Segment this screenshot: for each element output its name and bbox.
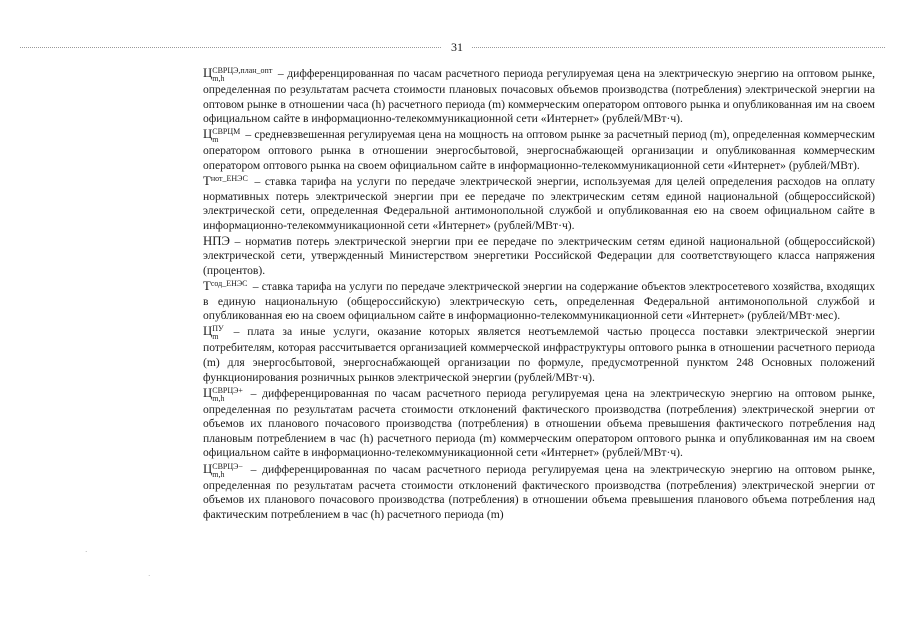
- definition-text: – ставка тарифа на услуги по передаче электрической энергии, используемая для целей определения расходов на оплату нормативных потерь электрической энергии при ее передаче по электрическим сетям единой национальной (общероссийской) электрической сети, определенная Федеральной антимонопольной службой и опубликованная ею на своем официальном сайте в информационно-телекоммуникационной сети «Интернет» (рублей/МВт·ч).: [203, 174, 875, 232]
- margin-mark: ·: [85, 548, 88, 556]
- symbol-superscript: СВРЦЭ−: [212, 461, 243, 471]
- definition-entry: [203, 234, 875, 279]
- definition-text: – дифференцированная по часам расчетного периода регулируемая цена на электрическую энергию на оптовом рынке, определенная по результатам расчета стоимости отклонений фактического производства (потребления) электрической энергии от объемов их планового почасового производства (потребления) в отношении объема превышения фактического потребления над плановым потреблением в час (h) расчетного периода (m) коммерческим оператором оптового рынка и опубликованная им на своем официальном сайте в информационно-телекоммуникационной сети «Интернет» (рублей/МВт·ч).: [203, 386, 875, 460]
- definition-text: – ставка тарифа на услуги по передаче электрической энергии на содержание объектов электросетевого хозяйства, входящих в единую национальную (общероссийскую) электрическую сеть, определенная Федеральной антимонопольной службой и опубликованная ею на своем официальном сайте в информационно-телекоммуникационной сети «Интернет» (рублей/МВт·мес).: [203, 280, 875, 323]
- symbol-base: Ц: [203, 66, 213, 80]
- page-number: 31: [442, 40, 472, 55]
- definition-entry: [203, 324, 875, 385]
- symbol-superscript: СВРЦЭ+: [212, 385, 243, 395]
- symbol-subscript: m,h: [212, 469, 225, 479]
- symbol-subscript: m,h: [212, 74, 225, 83]
- margin-mark: ·: [148, 572, 151, 580]
- symbol-subscript: m: [212, 332, 219, 342]
- definition-text: – дифференцированная по часам расчетного периода регулируемая цена на электрическую энергию на оптовом рынке, определенная по результатам расчета стоимости плановых почасовых объемов производства (потребления) электрической энергии на оптовом рынке в отношении часа (h) расчетного периода (m) коммерческим оператором оптового рынка и опубликованная им на своем официальном сайте в информационно-телекоммуникационной сети «Интернет» (рублей/МВт·ч).: [203, 67, 875, 126]
- symbol-base: Ц: [203, 127, 213, 142]
- formula-symbol: [203, 175, 250, 188]
- definition-entry: [203, 66, 875, 127]
- definition-text: – дифференцированная по часам расчетного периода регулируемая цена на электрическую энергию на оптовом рынке, определенная по результатам расчета стоимости отклонений фактического производства (потребления) электрической энергии от объемов их планового почасового производства (потребления) в отношении объема превышения планового объема потребления над фактическим потреблением в час (h) расчетного периода (m): [203, 462, 875, 521]
- formula-symbol: [203, 461, 245, 479]
- symbol-base: НПЭ: [203, 233, 230, 248]
- definition-entry: [203, 462, 875, 523]
- symbol-base: Ц: [203, 324, 213, 339]
- formula-symbol: [203, 127, 242, 145]
- symbol-base: Ц: [203, 385, 213, 400]
- symbol-base: Т: [203, 173, 211, 188]
- definition-entry: [203, 127, 875, 173]
- symbol-superscript: СВРЦМ: [212, 127, 241, 137]
- formula-symbol: [203, 324, 226, 342]
- symbol-superscript: ПУ: [212, 324, 224, 334]
- symbol-superscript: нот_ЕНЭС: [210, 173, 248, 183]
- formula-symbol: [203, 385, 245, 403]
- formula-symbol: [203, 280, 250, 293]
- formula-symbol: [203, 66, 274, 83]
- symbol-superscript: СВРЦЭ,план_опт: [212, 66, 273, 75]
- symbol-base: Ц: [203, 461, 213, 476]
- symbol-superscript: сод_ЕНЭС: [210, 279, 248, 289]
- definitions-list: [203, 66, 875, 522]
- symbol-base: Т: [203, 279, 211, 294]
- definition-text: – средневзвешенная регулируемая цена на мощность на оптовом рынке за расчетный период (m), определенная коммерческим оператором оптового рынка в отношении энергосбытовой, энергоснабжающей организации и опубликованная коммерческим оператором оптового рынка на своем официальном сайте в информационно-телекоммуникационной сети «Интернет» (рублей/МВт).: [203, 128, 875, 172]
- symbol-subscript: m,h: [212, 393, 225, 403]
- formula-symbol: [203, 235, 230, 248]
- definition-text: – норматив потерь электрической энергии при ее передаче по электрическим сетям единой национальной (общероссийской) электрической сети, утвержденный Министерством энергетики Российской Федерации для соответствующего класса напряжения (процентов).: [203, 234, 875, 278]
- definition-entry: [203, 386, 875, 461]
- definition-text: – плата за иные услуги, оказание которых является неотъемлемой частью процесса поставки электрической энергии потребителям, которая рассчитывается организацией коммерческой инфраструктуры оптового рынка в отношении расчетного периода (m) для энергосбытовой, энергоснабжающей организации по формуле, предусмотренной пунктом 248 Основных положений функционирования розничных рынков электрической энергии (рублей/МВт·ч).: [203, 325, 875, 384]
- definition-entry: [203, 174, 875, 233]
- symbol-subscript: m: [212, 135, 219, 145]
- definition-entry: [203, 279, 875, 324]
